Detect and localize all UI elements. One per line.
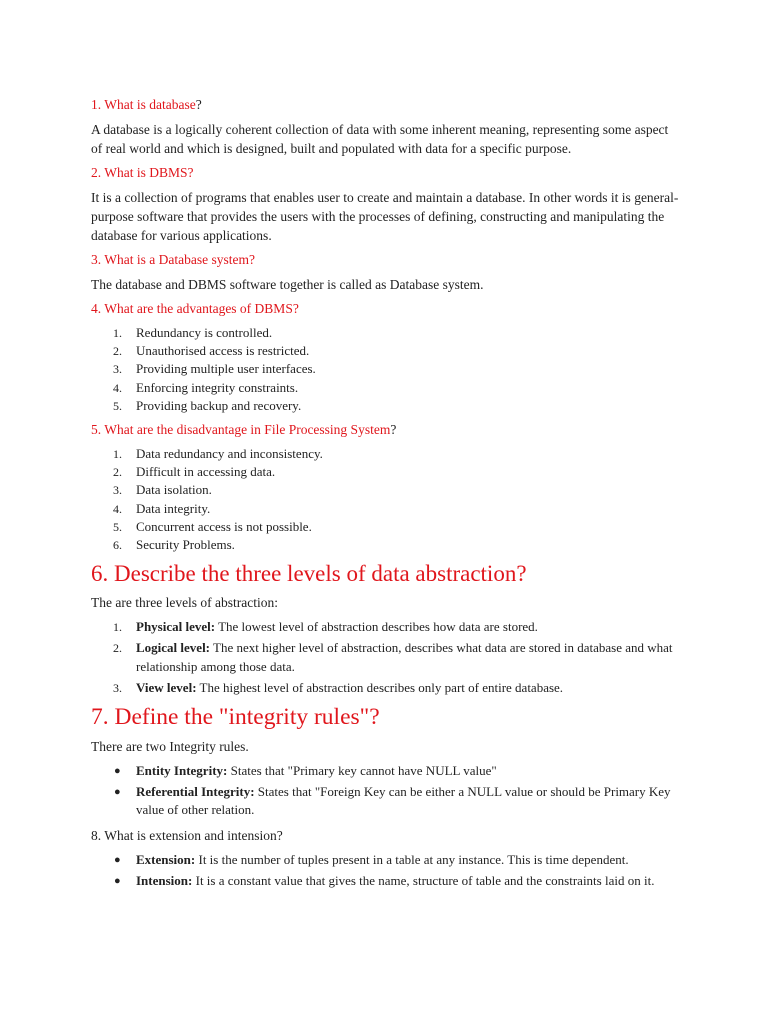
question-1-answer: A database is a logically coherent collection of data with some inherent meaning, representing some aspect of real world and which is designed, built and populated with data for a specific purpose.	[91, 122, 669, 156]
question-3-heading: 3. What is a Database system?	[91, 252, 255, 267]
bullet-icon: ●	[114, 765, 121, 778]
list-item: ● Referential Integrity: States that "Foreign Key can be either a NULL value or should be Primary Key value of other relation.	[114, 784, 671, 818]
question-2-answer: It is a collection of programs that enables user to create and maintain a database. In other words it is general-purpose software that provides the users with the processes of defining, constructing and manipulating the database for various applications.	[91, 190, 679, 243]
question-6-intro: The are three levels of abstraction:	[91, 595, 279, 611]
list-item: 4. Enforcing integrity constraints.	[113, 379, 299, 395]
list-item: 2. Logical level: The next higher level of abstraction, describes what data are stored in database and what relationship among those data.	[113, 640, 673, 674]
document-page	[91, 96, 681, 896]
question-2-heading: 2. What is DBMS?	[91, 165, 194, 180]
question-8-heading: 8. What is extension and intension?	[91, 827, 283, 843]
list-item: 1. Physical level: The lowest level of abstraction describes how data are stored.	[113, 619, 538, 635]
list-item: ● Extension: It is the number of tuples present in a table at any instance. This is time dependent.	[91, 851, 681, 869]
list-item: 3. Providing multiple user interfaces.	[113, 361, 316, 377]
list-item: 5. Providing backup and recovery.	[113, 397, 302, 413]
list-item: 5. Concurrent access is not possible.	[113, 518, 312, 534]
list-item: 6. Security Problems.	[113, 537, 235, 553]
question-4-heading: 4. What are the advantages of DBMS?	[91, 301, 299, 316]
disadvantages-list	[91, 445, 681, 554]
bullet-icon: ●	[114, 874, 121, 887]
list-item: 1. Redundancy is controlled.	[113, 325, 273, 340]
question-5-heading: 5. What are the disadvantage in File Processing System?	[91, 422, 397, 438]
question-1-heading: 1. What is database?	[91, 97, 202, 112]
question-3-answer: The database and DBMS software together is called as Database system.	[91, 277, 484, 292]
integrity-rules-list	[91, 762, 681, 820]
bullet-icon: ●	[114, 786, 121, 799]
list-item: ● Entity Integrity: States that "Primary key cannot have NULL value"	[91, 762, 681, 780]
advantages-list	[91, 324, 681, 415]
extension-intension-list	[91, 851, 681, 890]
list-item: 4. Data integrity.	[113, 500, 211, 516]
list-item: 3. Data isolation.	[113, 482, 212, 498]
list-item: 2. Difficult in accessing data.	[113, 464, 276, 480]
list-item: ● Intension: It is a constant value that gives the name, structure of table and the constraints laid on it.	[91, 872, 681, 890]
question-7-intro: There are two Integrity rules.	[91, 739, 249, 755]
question-6-heading: 6. Describe the three levels of data abstraction?	[91, 561, 527, 587]
abstraction-levels-list	[91, 618, 681, 697]
list-item: 3. View level: The highest level of abstraction describes only part of entire database.	[113, 679, 564, 695]
bullet-icon: ●	[114, 853, 121, 866]
question-7-heading: 7. Define the "integrity rules"?	[91, 704, 380, 731]
list-item: 1. Data redundancy and inconsistency.	[113, 446, 323, 462]
list-item: 2. Unauthorised access is restricted.	[113, 343, 310, 359]
